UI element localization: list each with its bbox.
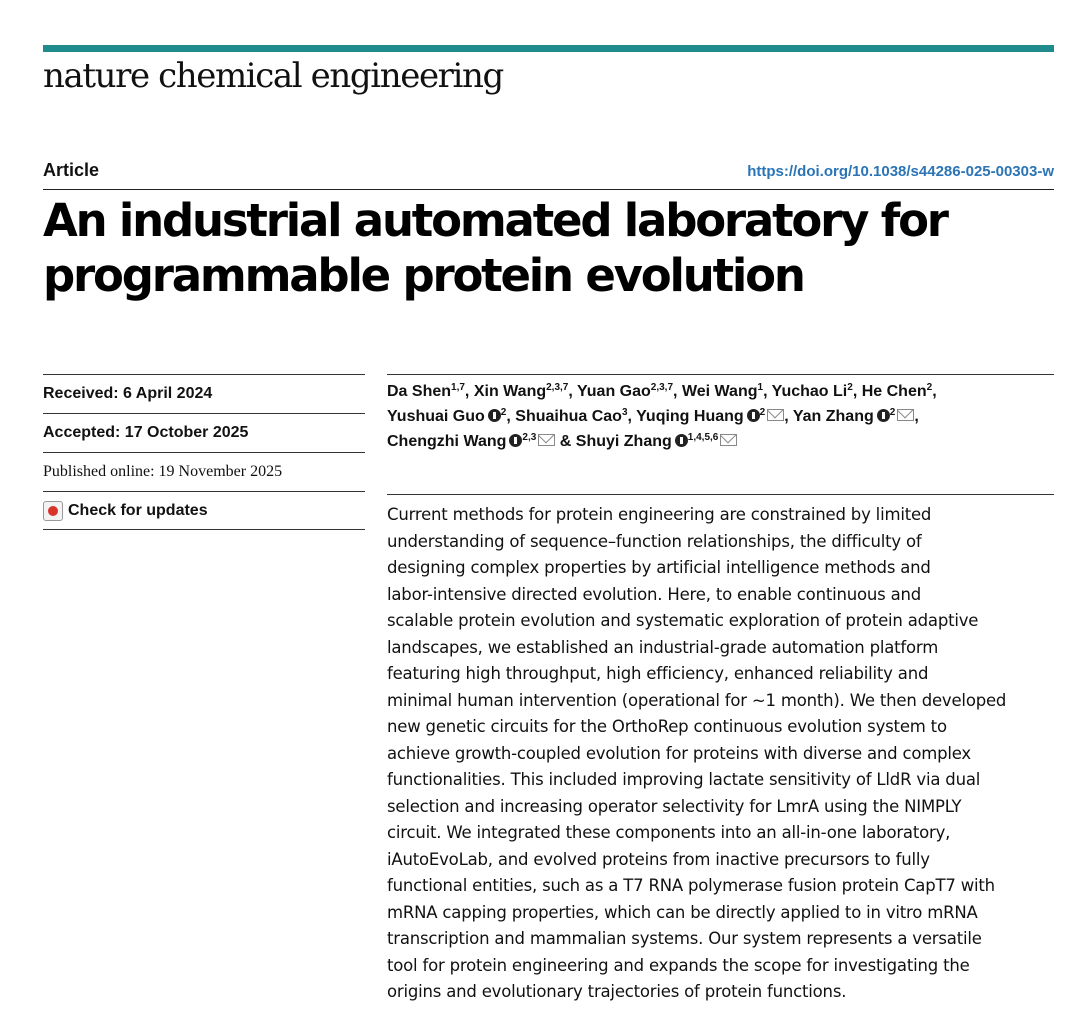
author-affiliation: 1,4,5,6: [687, 432, 719, 443]
abstract-line: designing complex properties by artificial intelligence methods and: [387, 558, 931, 577]
check-for-updates-label: Check for updates: [68, 501, 208, 519]
abstract-line: minimal human intervention (operational for ~1 month). We then developed: [387, 690, 1007, 710]
author-list: [387, 379, 1054, 454]
check-for-updates[interactable]: [43, 491, 365, 530]
author-name[interactable]: Yuan Gao: [576, 383, 651, 400]
received-date: Received: 6 April 2024: [43, 374, 365, 413]
author-name[interactable]: Yuchao Li: [771, 383, 848, 400]
author-affiliation: 2: [926, 382, 933, 393]
author-name[interactable]: Yushuai Guo: [387, 408, 485, 425]
title-line: programmable protein evolution: [43, 249, 804, 302]
article-dates: [43, 374, 365, 530]
author-name[interactable]: Shuaihua Cao: [515, 408, 622, 425]
abstract-line: circuit. We integrated these components into an all-in-one laboratory,: [387, 823, 951, 842]
accepted-date: Accepted: 17 October 2025: [43, 413, 365, 452]
journal-accent-bar: [43, 45, 1054, 52]
author-name[interactable]: Xin Wang: [473, 383, 547, 400]
author-name[interactable]: Shuyi Zhang: [575, 433, 672, 450]
author-name[interactable]: Yan Zhang: [792, 408, 874, 425]
email-icon[interactable]: [897, 409, 914, 421]
author-affiliation: 2,3: [522, 432, 537, 443]
abstract-line: landscapes, we established an industrial-grade automation platform: [387, 637, 939, 657]
article-title: [43, 193, 1063, 303]
abstract-line: functionalities. This included improving lactate sensitivity of LldR via dual: [387, 770, 981, 789]
abstract-line: selection and increasing operator selectivity for LmrA using the NIMPLY: [387, 796, 962, 816]
author-name[interactable]: He Chen: [861, 383, 927, 400]
author-name[interactable]: Da Shen: [387, 383, 452, 400]
author-affiliation: 1,7: [451, 382, 465, 393]
author-line: Da Shen$^{1,7}$, Xin Wang$^{2,3,7}$, Yuan Gao$^{2,3,7}$, Wei Wang$^1$, Yuchao Li$^2$, He Chen$^2$,: [387, 382, 937, 400]
author-affiliation: 3: [621, 407, 628, 418]
author-affiliation: 2: [889, 407, 896, 418]
published-date: Published online: 19 November 2025: [43, 452, 365, 491]
abstract-line: functional entities, such as a T7 RNA polymerase fusion protein CapT7 with: [387, 876, 995, 895]
author-affiliation: 2: [500, 407, 507, 418]
abstract-line: mRNA capping properties, which can be directly applied to in vitro mRNA: [387, 902, 978, 922]
abstract-divider: [387, 494, 1054, 495]
journal-name: nature chemical engineering: [43, 56, 503, 96]
abstract-line: new genetic circuits for the OrthoRep continuous evolution system to: [387, 717, 947, 736]
doi-link[interactable]: https://doi.org/10.1038/s44286-025-00303-w: [747, 163, 1054, 180]
abstract-line: featuring high throughput, high efficiency, enhanced reliability and: [387, 664, 929, 683]
orcid-icon[interactable]: [488, 409, 501, 422]
orcid-icon[interactable]: [747, 409, 760, 422]
author-affiliation: 2,3,7: [546, 382, 569, 393]
article-type: Article: [43, 160, 100, 180]
orcid-icon[interactable]: [675, 434, 688, 447]
abstract-line: scalable protein evolution and systematic exploration of protein adaptive: [387, 611, 979, 630]
abstract-line: transcription and mammalian systems. Our system represents a versatile: [387, 929, 982, 948]
abstract-line: Current methods for protein engineering are constrained by limited: [387, 505, 932, 524]
abstract-line: origins and evolutionary trajectories of protein functions.: [387, 982, 847, 1001]
author-affiliation: 2: [847, 382, 853, 393]
abstract-line: tool for protein engineering and expands the scope for investigating the: [387, 955, 970, 975]
crossmark-icon: [43, 501, 63, 521]
orcid-icon[interactable]: [877, 409, 890, 422]
author-name[interactable]: Wei Wang: [681, 383, 758, 400]
title-line: An industrial automated laboratory for: [43, 194, 947, 247]
email-icon[interactable]: [767, 409, 784, 421]
abstract: [387, 502, 1067, 1006]
author-line: Chengzhi Wang $^{2,3}$ & Shuyi Zhang $^{1,4,5,6}$: [387, 429, 1054, 454]
email-icon[interactable]: [720, 434, 737, 446]
abstract-line: achieve growth-coupled evolution for proteins with diverse and complex: [387, 743, 971, 763]
author-line: Yushuai Guo $^2$, Shuaihua Cao$^3$, Yuqing Huang $^2$ , Yan Zhang $^2$ ,: [387, 407, 919, 425]
email-icon[interactable]: [538, 434, 555, 446]
author-affiliation: 1: [757, 382, 764, 393]
author-name[interactable]: Chengzhi Wang: [387, 433, 507, 450]
author-name[interactable]: Yuqing Huang: [636, 408, 744, 425]
authors-divider: [387, 374, 1054, 375]
header-divider: [43, 189, 1054, 190]
author-affiliation: 2,3,7: [650, 382, 674, 393]
abstract-line: understanding of sequence–function relationships, the difficulty of: [387, 531, 922, 551]
abstract-line: labor-intensive directed evolution. Here, to enable continuous and: [387, 584, 922, 604]
orcid-icon[interactable]: [509, 434, 522, 447]
abstract-line: iAutoEvoLab, and evolved proteins from inactive precursors to fully: [387, 849, 930, 869]
author-affiliation: 2: [759, 407, 766, 418]
